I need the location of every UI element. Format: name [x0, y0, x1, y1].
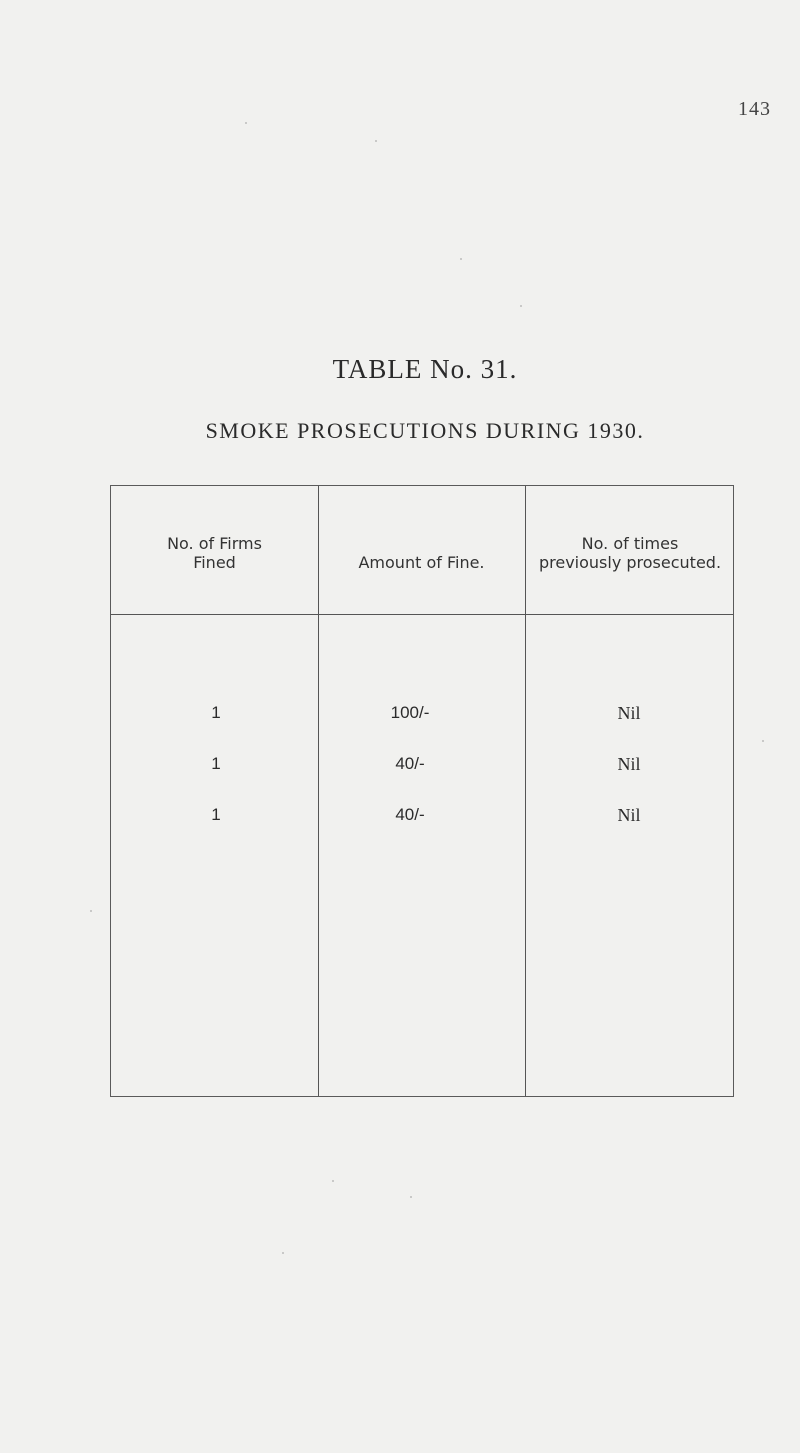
column-divider — [525, 486, 526, 1096]
cell-firms: 1 — [211, 805, 221, 824]
scan-speck — [520, 305, 522, 307]
scan-speck — [460, 258, 462, 260]
scan-speck — [762, 740, 764, 742]
cell-prosecuted: Nil — [617, 703, 641, 723]
cell-fine: 100/- — [390, 703, 430, 722]
scan-speck — [90, 910, 92, 912]
header-firms-line1: No. of Firms — [167, 534, 262, 553]
cell-firms: 1 — [211, 703, 221, 722]
scan-speck — [410, 1196, 412, 1198]
cell-fine: 40/- — [395, 805, 425, 824]
scan-speck — [332, 1180, 334, 1182]
table-subtitle: SMOKE PROSECUTIONS DURING 1930. — [205, 418, 645, 443]
header-firms-fined — [111, 534, 318, 572]
prosecutions-table — [110, 485, 734, 1097]
header-firms-line2: Fined — [193, 553, 236, 572]
cell-prosecuted: Nil — [617, 754, 641, 774]
header-amount-of-fine — [318, 553, 525, 572]
page-number: 143 — [738, 98, 771, 120]
column-divider — [318, 486, 319, 1096]
header-prosecuted-line2: previously prosecuted. — [538, 553, 722, 572]
table-title: TABLE No. 31. — [332, 354, 518, 384]
header-divider — [111, 614, 733, 615]
cell-fine: 40/- — [395, 754, 425, 773]
cell-prosecuted: Nil — [617, 805, 641, 825]
cell-firms: 1 — [211, 754, 221, 773]
scan-speck — [245, 122, 247, 124]
header-previously-prosecuted — [525, 534, 735, 572]
header-prosecuted-line1: No. of times — [581, 534, 679, 553]
header-fine-label: Amount of Fine. — [358, 553, 485, 572]
scan-speck — [282, 1252, 284, 1254]
scan-speck — [375, 140, 377, 142]
